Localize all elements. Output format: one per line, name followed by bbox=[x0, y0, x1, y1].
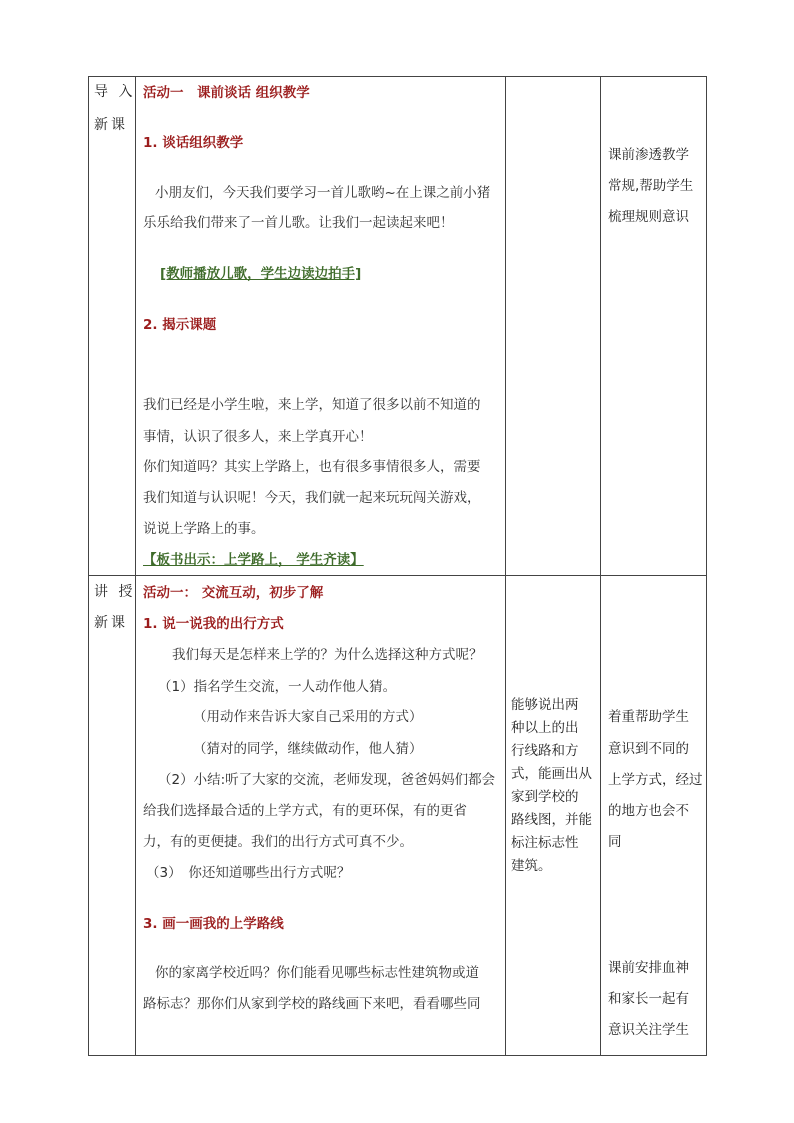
design-intent-line: 意识到不同的 bbox=[608, 741, 689, 757]
content-line: （3） 你还知道哪些出行方式呢？ bbox=[146, 865, 351, 881]
table-row-divider bbox=[88, 575, 707, 576]
table-col-divider-3 bbox=[600, 76, 601, 1056]
learning-goal-line: 能够说出两 bbox=[511, 697, 579, 713]
table-col-divider-1 bbox=[135, 76, 136, 1056]
learning-goal-line: 行线路和方 bbox=[511, 743, 579, 759]
learning-goal-line: 种以上的出 bbox=[511, 720, 579, 736]
content-line: 你们知道吗？其实上学路上，也有很多事情很多人，需要 bbox=[143, 459, 481, 475]
design-intent-line: 上学方式，经过 bbox=[608, 772, 703, 788]
design-intent-line: 和家长一起有 bbox=[608, 991, 689, 1007]
section-heading: 1. 说一说我的出行方式 bbox=[143, 616, 284, 632]
content-line: 我们每天是怎样来上学的？为什么选择这种方式呢？ bbox=[172, 647, 483, 663]
content-line: （用动作来告诉大家自己采用的方式） bbox=[193, 709, 423, 725]
content-line: 我们已经是小学生啦，来上学，知道了很多以前不知道的 bbox=[143, 397, 481, 413]
design-intent-line: 课前渗透教学 bbox=[608, 147, 689, 163]
design-intent-line: 课前安排血神 bbox=[608, 960, 689, 976]
content-line: 力，有的更便捷。我们的出行方式可真不少。 bbox=[143, 834, 413, 850]
learning-goal-line: 标注标志性 bbox=[511, 835, 579, 851]
design-intent-line: 同 bbox=[608, 834, 622, 850]
stage-label: 新课 bbox=[94, 117, 128, 133]
design-intent-line: 的地方也会不 bbox=[608, 803, 689, 819]
board-note: 【板书出示：上学路上， 学生齐读】 bbox=[143, 552, 364, 568]
learning-goal-line: 路线图，并能 bbox=[511, 812, 592, 828]
content-line: （猜对的同学，继续做动作，他人猜） bbox=[193, 741, 423, 757]
content-line: 路标志？那你们从家到学校的路线画下来吧，看看哪些同 bbox=[143, 996, 481, 1012]
content-line: 你的家离学校近吗？你们能看见哪些标志性建筑物或道 bbox=[155, 965, 479, 981]
stage-label: 导 入 bbox=[94, 84, 136, 100]
stage-label: 讲 授 bbox=[94, 584, 136, 600]
design-intent-line: 着重帮助学生 bbox=[608, 709, 689, 725]
learning-goal-line: 家到学校的 bbox=[511, 789, 579, 805]
table-col-divider-2 bbox=[505, 76, 506, 1056]
table-border-bottom bbox=[88, 1055, 707, 1056]
learning-goal-line: 建筑。 bbox=[511, 858, 552, 874]
table-border-top bbox=[88, 76, 707, 77]
stage-label: 新课 bbox=[94, 615, 128, 631]
table-border-right bbox=[706, 76, 707, 1056]
design-intent-line: 常规,帮助学生 bbox=[608, 178, 694, 194]
section-heading: 2. 揭示课题 bbox=[143, 317, 217, 333]
content-line: （2）小结:听了大家的交流，老师发现，爸爸妈妈们都会 bbox=[158, 772, 496, 788]
content-line: （1）指名学生交流，一人动作他人猜。 bbox=[158, 679, 397, 695]
content-line: 小朋友们，今天我们要学习一首儿歌哟~在上课之前小猪 bbox=[155, 185, 491, 201]
design-intent-line: 意识关注学生 bbox=[608, 1022, 689, 1038]
table-border-left bbox=[88, 76, 89, 1056]
teacher-note: [教师播放儿歌，学生边读边拍手] bbox=[160, 266, 362, 282]
content-line: 说说上学路上的事。 bbox=[143, 521, 265, 537]
content-line: 我们知道与认识呢！今天，我们就一起来玩玩闯关游戏， bbox=[143, 490, 481, 506]
design-intent-line: 梳理规则意识 bbox=[608, 209, 689, 225]
content-line: 给我们选择最合适的上学方式，有的更环保，有的更省 bbox=[143, 803, 467, 819]
content-line: 事情，认识了很多人，来上学真开心！ bbox=[143, 429, 373, 445]
activity-heading: 活动一 课前谈话 组织教学 bbox=[143, 85, 310, 101]
section-heading: 1. 谈话组织教学 bbox=[143, 135, 244, 151]
section-heading: 3. 画一画我的上学路线 bbox=[143, 916, 284, 932]
learning-goal-line: 式，能画出从 bbox=[511, 766, 592, 782]
activity-heading: 活动一： 交流互动，初步了解 bbox=[143, 585, 324, 601]
content-line: 乐乐给我们带来了一首儿歌。让我们一起读起来吧！ bbox=[143, 215, 454, 231]
